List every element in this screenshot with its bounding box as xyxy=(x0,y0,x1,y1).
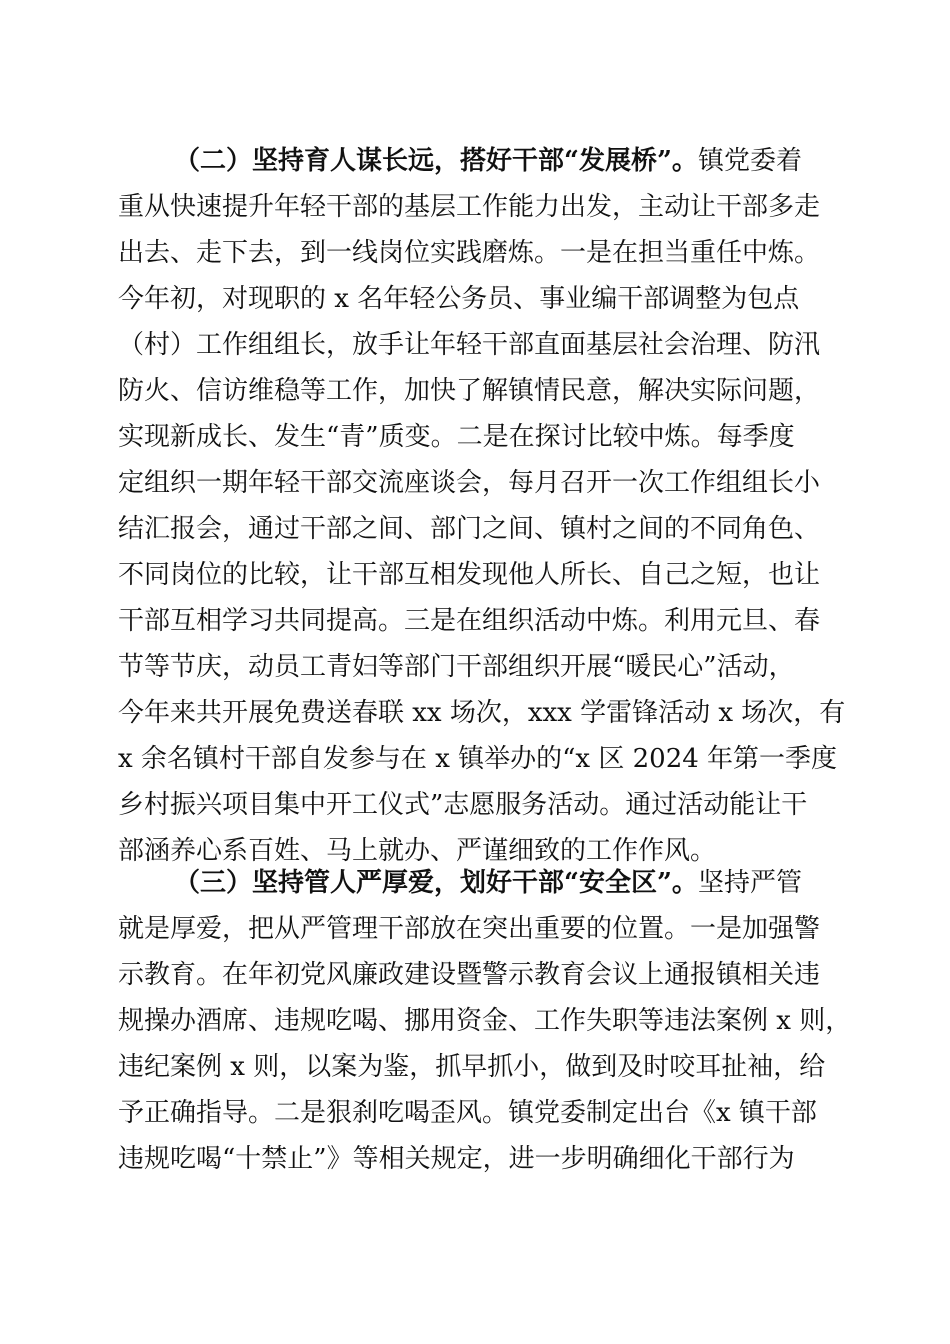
section-2-heading: （二）坚持育人谋长远，搭好干部“发展桥”。 xyxy=(174,146,698,176)
paragraph-text: 实现新成长、发生“青”质变。二是在探讨比较中炼。每季度 xyxy=(118,422,795,452)
paragraph-text: 违纪案例 x 则，以案为鉴，抓早抓小，做到及时咬耳扯袖，给 xyxy=(118,1052,826,1082)
paragraph-text: x 余名镇村干部自发参与在 x 镇举办的“x 区 2024 年第一季度 xyxy=(118,744,838,774)
paragraph-line xyxy=(0,458,950,508)
paragraph-text: 乡村振兴项目集中开工仪式”志愿服务活动。通过活动能让干 xyxy=(118,790,808,820)
paragraph-line xyxy=(0,688,950,738)
paragraph-text: 防火、信访维稳等工作，加快了解镇情民意，解决实际问题， xyxy=(118,376,821,406)
paragraph-text: 镇党委着 xyxy=(698,146,803,176)
paragraph-line xyxy=(0,412,950,462)
paragraph-line xyxy=(0,320,950,370)
paragraph-text: 出去、走下去，到一线岗位实践磨炼。一是在担当重任中炼。 xyxy=(118,238,821,268)
paragraph-line xyxy=(0,1088,950,1138)
paragraph-text: 结汇报会，通过干部之间、部门之间、镇村之间的不同角色、 xyxy=(118,514,821,544)
paragraph-line xyxy=(0,780,950,830)
paragraph-text: 干部互相学习共同提高。三是在组织活动中炼。利用元旦、春 xyxy=(118,606,821,636)
section-2-first-line xyxy=(0,136,950,186)
paragraph-text: 今年来共开展免费送春联 xx 场次，xxx 学雷锋活动 x 场次，有 xyxy=(118,698,846,728)
paragraph-text: 违规吃喝“十禁止”》等相关规定，进一步明确细化干部行为 xyxy=(118,1144,795,1174)
paragraph-text: 今年初，对现职的 x 名年轻公务员、事业编干部调整为包点 xyxy=(118,284,800,314)
paragraph-line xyxy=(0,996,950,1046)
paragraph-line xyxy=(0,596,950,646)
paragraph-text: 规操办酒席、违规吃喝、挪用资金、工作失职等违法案例 x 则， xyxy=(118,1006,852,1036)
paragraph-line xyxy=(0,904,950,954)
section-3-heading: （三）坚持管人严厚爱，划好干部“安全区”。 xyxy=(174,868,698,898)
paragraph-text: 部涵养心系百姓、马上就办、严谨细致的工作作风。 xyxy=(118,836,717,866)
paragraph-text: 定组织一期年轻干部交流座谈会，每月召开一次工作组组长小 xyxy=(118,468,821,498)
section-3-first-line xyxy=(0,858,950,908)
paragraph-line xyxy=(0,734,950,784)
paragraph-text: 坚持严管 xyxy=(698,868,803,898)
paragraph-line xyxy=(0,950,950,1000)
paragraph-text: 予正确指导。二是狠刹吃喝歪风。镇党委制定出台《x 镇干部 xyxy=(118,1098,817,1128)
paragraph-line xyxy=(0,504,950,554)
paragraph-line xyxy=(0,1042,950,1092)
paragraph-text: 节等节庆，动员工青妇等部门干部组织开展“暖民心”活动， xyxy=(118,652,795,682)
paragraph-line xyxy=(0,182,950,232)
paragraph-text: （村）工作组组长，放手让年轻干部直面基层社会治理、防汛 xyxy=(118,330,821,360)
paragraph-text: 不同岗位的比较，让干部互相发现他人所长、自己之短，也让 xyxy=(118,560,821,590)
paragraph-text: 示教育。在年初党风廉政建设暨警示教育会议上通报镇相关违 xyxy=(118,960,821,990)
paragraph-line xyxy=(0,642,950,692)
paragraph-line xyxy=(0,274,950,324)
paragraph-line xyxy=(0,366,950,416)
paragraph-text: 重从快速提升年轻干部的基层工作能力出发，主动让干部多走 xyxy=(118,192,821,222)
paragraph-line xyxy=(0,228,950,278)
paragraph-line xyxy=(0,550,950,600)
paragraph-line xyxy=(0,1134,950,1184)
paragraph-text: 就是厚爱，把从严管理干部放在突出重要的位置。一是加强警 xyxy=(118,914,821,944)
